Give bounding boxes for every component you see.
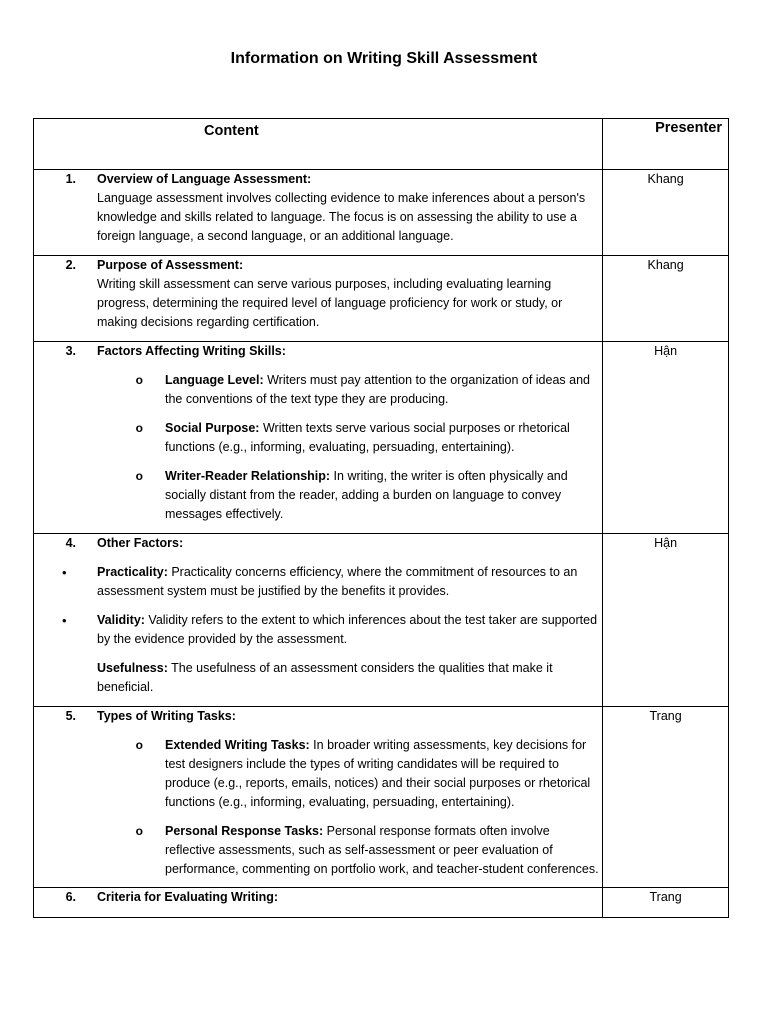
section-title: Purpose of Assessment: bbox=[97, 258, 244, 272]
item-text: Written texts serve various social purposes or rhetorical functions (e.g., informing, evaluating, persuading, entertaining). bbox=[165, 421, 570, 454]
circle-bullet-icon: o bbox=[135, 373, 143, 387]
section-4-presenter: Hận bbox=[603, 534, 729, 707]
document-title: Information on Writing Skill Assessment bbox=[230, 50, 538, 67]
item-text: Writers must pay attention to the organization of ideas and the conventions of the text type they are producing. bbox=[165, 373, 590, 406]
table-row bbox=[34, 256, 729, 342]
section-body: Language assessment involves collecting evidence to make inferences about a person's knowledge and skills related to language. The focus is on assessing the ability to use a foreign language, a second language, or an additional language. bbox=[97, 191, 586, 243]
section-2-content bbox=[34, 256, 603, 342]
section-title: Factors Affecting Writing Skills: bbox=[97, 344, 286, 358]
section-heading bbox=[34, 342, 602, 361]
usefulness-paragraph bbox=[34, 659, 602, 697]
presenter-header-label: Presenter bbox=[655, 120, 722, 136]
item-label: Practicality: bbox=[97, 565, 168, 579]
presenter-column-header bbox=[603, 119, 729, 170]
content-column-header bbox=[34, 119, 603, 170]
item-label: Writer-Reader Relationship: bbox=[165, 469, 331, 483]
item-text: Validity refers to the extent to which inferences about the test taker are supported by the evidence provided by the assessment. bbox=[97, 613, 598, 646]
section-heading bbox=[34, 256, 602, 275]
table-header-row bbox=[34, 119, 729, 170]
section-3-presenter: Hận bbox=[603, 342, 729, 534]
item-label: Social Purpose: bbox=[165, 421, 260, 435]
item-text: In writing, the writer is often physically and socially distant from the reader, adding a burden on language to convey messages effectively. bbox=[165, 469, 568, 521]
section-3-content bbox=[34, 342, 603, 534]
section-number: 5. bbox=[65, 709, 76, 723]
section-6-content bbox=[34, 888, 603, 918]
section-number: 6. bbox=[65, 890, 76, 904]
section-6-presenter: Trang bbox=[603, 888, 729, 918]
section-number: 3. bbox=[65, 344, 76, 358]
section-body: Writing skill assessment can serve various purposes, including evaluating learning progress, determining the required level of language proficiency for work or study, or making decisions regarding certification. bbox=[97, 277, 563, 329]
section-number: 1. bbox=[65, 172, 76, 186]
section-title: Other Factors: bbox=[97, 536, 184, 550]
list-item bbox=[34, 419, 602, 457]
bullet-dot-icon: • bbox=[62, 613, 67, 628]
list-item bbox=[34, 371, 602, 409]
item-label: Personal Response Tasks: bbox=[165, 824, 324, 838]
item-text: The usefulness of an assessment considers the qualities that make it beneficial. bbox=[97, 661, 553, 694]
list-item bbox=[34, 736, 602, 812]
item-text: Practicality concerns efficiency, where the commitment of resources to an assessment system must be justified by the benefits it provides. bbox=[97, 565, 578, 598]
section-5-presenter: Trang bbox=[603, 707, 729, 888]
section-1-presenter: Khang bbox=[603, 170, 729, 256]
item-text: Personal response formats often involve reflective assessments, such as self-assessment or peer evaluation of performance, commenting on portfolio work, and teacher-student conferences. bbox=[165, 824, 599, 876]
section-title: Overview of Language Assessment: bbox=[97, 172, 312, 186]
item-label: Language Level: bbox=[165, 373, 264, 387]
section-5-content bbox=[34, 707, 603, 888]
section-heading bbox=[34, 707, 602, 726]
section-number: 4. bbox=[65, 536, 76, 550]
section-number: 2. bbox=[65, 258, 76, 272]
item-label: Validity: bbox=[97, 613, 145, 627]
content-header-label: Content bbox=[204, 123, 259, 139]
item-text: In broader writing assessments, key decisions for test designers include the types of writing candidates will be required to produce (e.g., reports, emails, notices) and their social purposes or rhetorical functions (e.g., informing, evaluating, persuading, entertaining). bbox=[165, 738, 591, 809]
table-row bbox=[34, 170, 729, 256]
circle-bullet-icon: o bbox=[135, 738, 143, 752]
table-row bbox=[34, 534, 729, 707]
circle-bullet-icon: o bbox=[135, 469, 143, 483]
list-item bbox=[34, 611, 602, 649]
bullet-dot-icon: • bbox=[62, 565, 67, 580]
list-item bbox=[34, 563, 602, 601]
section-title: Criteria for Evaluating Writing: bbox=[97, 890, 279, 904]
table-row bbox=[34, 888, 729, 918]
section-4-content bbox=[34, 534, 603, 707]
section-heading bbox=[34, 534, 602, 553]
item-label: Extended Writing Tasks: bbox=[165, 738, 310, 752]
list-item bbox=[34, 822, 602, 879]
circle-bullet-icon: o bbox=[135, 824, 143, 838]
table-row bbox=[34, 707, 729, 888]
item-label: Usefulness: bbox=[97, 661, 168, 675]
list-item bbox=[34, 467, 602, 524]
section-heading bbox=[34, 888, 602, 907]
section-2-presenter: Khang bbox=[603, 256, 729, 342]
assessment-table bbox=[33, 118, 729, 918]
table-row bbox=[34, 342, 729, 534]
circle-bullet-icon: o bbox=[135, 421, 143, 435]
section-heading bbox=[34, 170, 602, 189]
section-1-content bbox=[34, 170, 603, 256]
section-title: Types of Writing Tasks: bbox=[97, 709, 236, 723]
